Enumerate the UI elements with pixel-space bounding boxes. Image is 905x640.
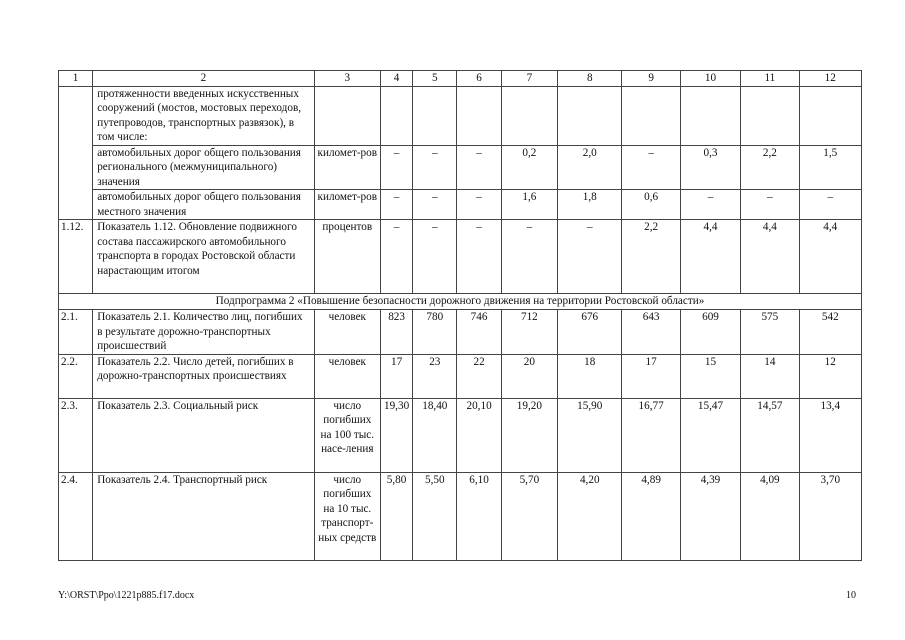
value-cell: 542 bbox=[799, 310, 861, 355]
value-cell: 3,70 bbox=[799, 472, 861, 560]
value-cell: – bbox=[413, 220, 457, 294]
value-cell: – bbox=[380, 190, 412, 220]
value-cell: – bbox=[622, 145, 680, 190]
unit-cell: число погибших на 100 тыс. насе-ления bbox=[314, 398, 380, 472]
col-number: 1 bbox=[59, 71, 93, 87]
col-number: 12 bbox=[799, 71, 861, 87]
value-cell: 780 bbox=[413, 310, 457, 355]
value-cell: 12 bbox=[799, 354, 861, 398]
value-cell: 14 bbox=[741, 354, 799, 398]
value-cell: 5,70 bbox=[501, 472, 557, 560]
table-row bbox=[59, 398, 862, 472]
value-cell: 2,2 bbox=[622, 220, 680, 294]
value-cell: 17 bbox=[622, 354, 680, 398]
value-cell: 4,09 bbox=[741, 472, 799, 560]
table-row bbox=[59, 220, 862, 294]
value-cell: 20 bbox=[501, 354, 557, 398]
value-cell: 6,10 bbox=[457, 472, 501, 560]
col-number: 3 bbox=[314, 71, 380, 87]
value-cell bbox=[680, 86, 740, 145]
value-cell: 712 bbox=[501, 310, 557, 355]
value-cell: 2,2 bbox=[741, 145, 799, 190]
unit-cell: число погибших на 10 тыс. транспорт-ных средств bbox=[314, 472, 380, 560]
value-cell bbox=[501, 86, 557, 145]
table-row bbox=[59, 86, 862, 145]
value-cell: 1,6 bbox=[501, 190, 557, 220]
col-number: 2 bbox=[93, 71, 314, 87]
value-cell: 19,20 bbox=[501, 398, 557, 472]
row-number-cell: 1.12. bbox=[59, 220, 93, 294]
value-cell: 4,39 bbox=[680, 472, 740, 560]
col-number: 7 bbox=[501, 71, 557, 87]
value-cell: 823 bbox=[380, 310, 412, 355]
col-number: 4 bbox=[380, 71, 412, 87]
value-cell: – bbox=[413, 190, 457, 220]
value-cell: 18,40 bbox=[413, 398, 457, 472]
value-cell: 22 bbox=[457, 354, 501, 398]
value-cell: – bbox=[741, 190, 799, 220]
page-number: 10 bbox=[846, 590, 856, 601]
value-cell: 20,10 bbox=[457, 398, 501, 472]
value-cell: 15 bbox=[680, 354, 740, 398]
table-body bbox=[59, 71, 862, 561]
table-row bbox=[59, 190, 862, 220]
value-cell: 13,4 bbox=[799, 398, 861, 472]
value-cell: 14,57 bbox=[741, 398, 799, 472]
table-row bbox=[59, 472, 862, 560]
value-cell: 16,77 bbox=[622, 398, 680, 472]
subprogram-title: Подпрограмма 2 «Повышение безопасности дорожного движения на территории Ростовской области» bbox=[59, 294, 862, 310]
indicator-description: протяженности введенных искусственных сооружений (мостов, мостовых переходов, путепроводов, транспортных развязок), в том числе: bbox=[93, 86, 314, 145]
value-cell: – bbox=[457, 190, 501, 220]
value-cell bbox=[799, 86, 861, 145]
value-cell: 4,4 bbox=[680, 220, 740, 294]
value-cell: 643 bbox=[622, 310, 680, 355]
unit-cell: километ-ров bbox=[314, 190, 380, 220]
table-row bbox=[59, 145, 862, 190]
subprogram-row bbox=[59, 294, 862, 310]
value-cell: – bbox=[799, 190, 861, 220]
value-cell: 5,80 bbox=[380, 472, 412, 560]
value-cell bbox=[741, 86, 799, 145]
value-cell: 0,6 bbox=[622, 190, 680, 220]
indicator-description: автомобильных дорог общего пользования местного значения bbox=[93, 190, 314, 220]
unit-cell: человек bbox=[314, 354, 380, 398]
value-cell: 1,5 bbox=[799, 145, 861, 190]
value-cell: 23 bbox=[413, 354, 457, 398]
value-cell: 2,0 bbox=[558, 145, 622, 190]
unit-cell: процентов bbox=[314, 220, 380, 294]
col-number: 6 bbox=[457, 71, 501, 87]
value-cell bbox=[622, 86, 680, 145]
indicator-description: Показатель 2.4. Транспортный риск bbox=[93, 472, 314, 560]
value-cell: 4,4 bbox=[799, 220, 861, 294]
value-cell: 15,90 bbox=[558, 398, 622, 472]
indicator-description: Показатель 2.3. Социальный риск bbox=[93, 398, 314, 472]
col-number: 5 bbox=[413, 71, 457, 87]
value-cell: 4,89 bbox=[622, 472, 680, 560]
col-number: 10 bbox=[680, 71, 740, 87]
column-number-row bbox=[59, 71, 862, 87]
value-cell: 4,20 bbox=[558, 472, 622, 560]
value-cell: – bbox=[457, 145, 501, 190]
value-cell bbox=[558, 86, 622, 145]
table-row bbox=[59, 354, 862, 398]
value-cell bbox=[457, 86, 501, 145]
file-path: Y:\ORST\Ppo\1221p885.f17.docx bbox=[58, 590, 195, 601]
value-cell bbox=[380, 86, 412, 145]
table-row bbox=[59, 310, 862, 355]
col-number: 8 bbox=[558, 71, 622, 87]
col-number: 11 bbox=[741, 71, 799, 87]
value-cell: 609 bbox=[680, 310, 740, 355]
row-number-cell bbox=[59, 86, 93, 220]
indicators-table bbox=[58, 70, 862, 561]
value-cell: 0,3 bbox=[680, 145, 740, 190]
indicator-description: автомобильных дорог общего пользования регионального (межмуниципального) значения bbox=[93, 145, 314, 190]
indicator-description: Показатель 1.12. Обновление подвижного состава пассажирского автомобильного транспорта в городах Ростовской области нарастающим итогом bbox=[93, 220, 314, 294]
value-cell: 575 bbox=[741, 310, 799, 355]
unit-cell bbox=[314, 86, 380, 145]
value-cell: – bbox=[558, 220, 622, 294]
value-cell: 0,2 bbox=[501, 145, 557, 190]
indicator-description: Показатель 2.1. Количество лиц, погибших в результате дорожно-транспортных происшествий bbox=[93, 310, 314, 355]
value-cell: 18 bbox=[558, 354, 622, 398]
unit-cell: километ-ров bbox=[314, 145, 380, 190]
value-cell: – bbox=[680, 190, 740, 220]
value-cell: 1,8 bbox=[558, 190, 622, 220]
value-cell bbox=[413, 86, 457, 145]
row-number-cell: 2.2. bbox=[59, 354, 93, 398]
row-number-cell: 2.3. bbox=[59, 398, 93, 472]
value-cell: 676 bbox=[558, 310, 622, 355]
value-cell: 4,4 bbox=[741, 220, 799, 294]
row-number-cell: 2.1. bbox=[59, 310, 93, 355]
value-cell: 15,47 bbox=[680, 398, 740, 472]
row-number-cell: 2.4. bbox=[59, 472, 93, 560]
indicator-description: Показатель 2.2. Число детей, погибших в дорожно-транспортных происшествиях bbox=[93, 354, 314, 398]
value-cell: – bbox=[501, 220, 557, 294]
value-cell: 19,30 bbox=[380, 398, 412, 472]
value-cell: – bbox=[380, 145, 412, 190]
value-cell: 746 bbox=[457, 310, 501, 355]
value-cell: 5,50 bbox=[413, 472, 457, 560]
unit-cell: человек bbox=[314, 310, 380, 355]
value-cell: – bbox=[457, 220, 501, 294]
col-number: 9 bbox=[622, 71, 680, 87]
value-cell: – bbox=[413, 145, 457, 190]
value-cell: – bbox=[380, 220, 412, 294]
value-cell: 17 bbox=[380, 354, 412, 398]
